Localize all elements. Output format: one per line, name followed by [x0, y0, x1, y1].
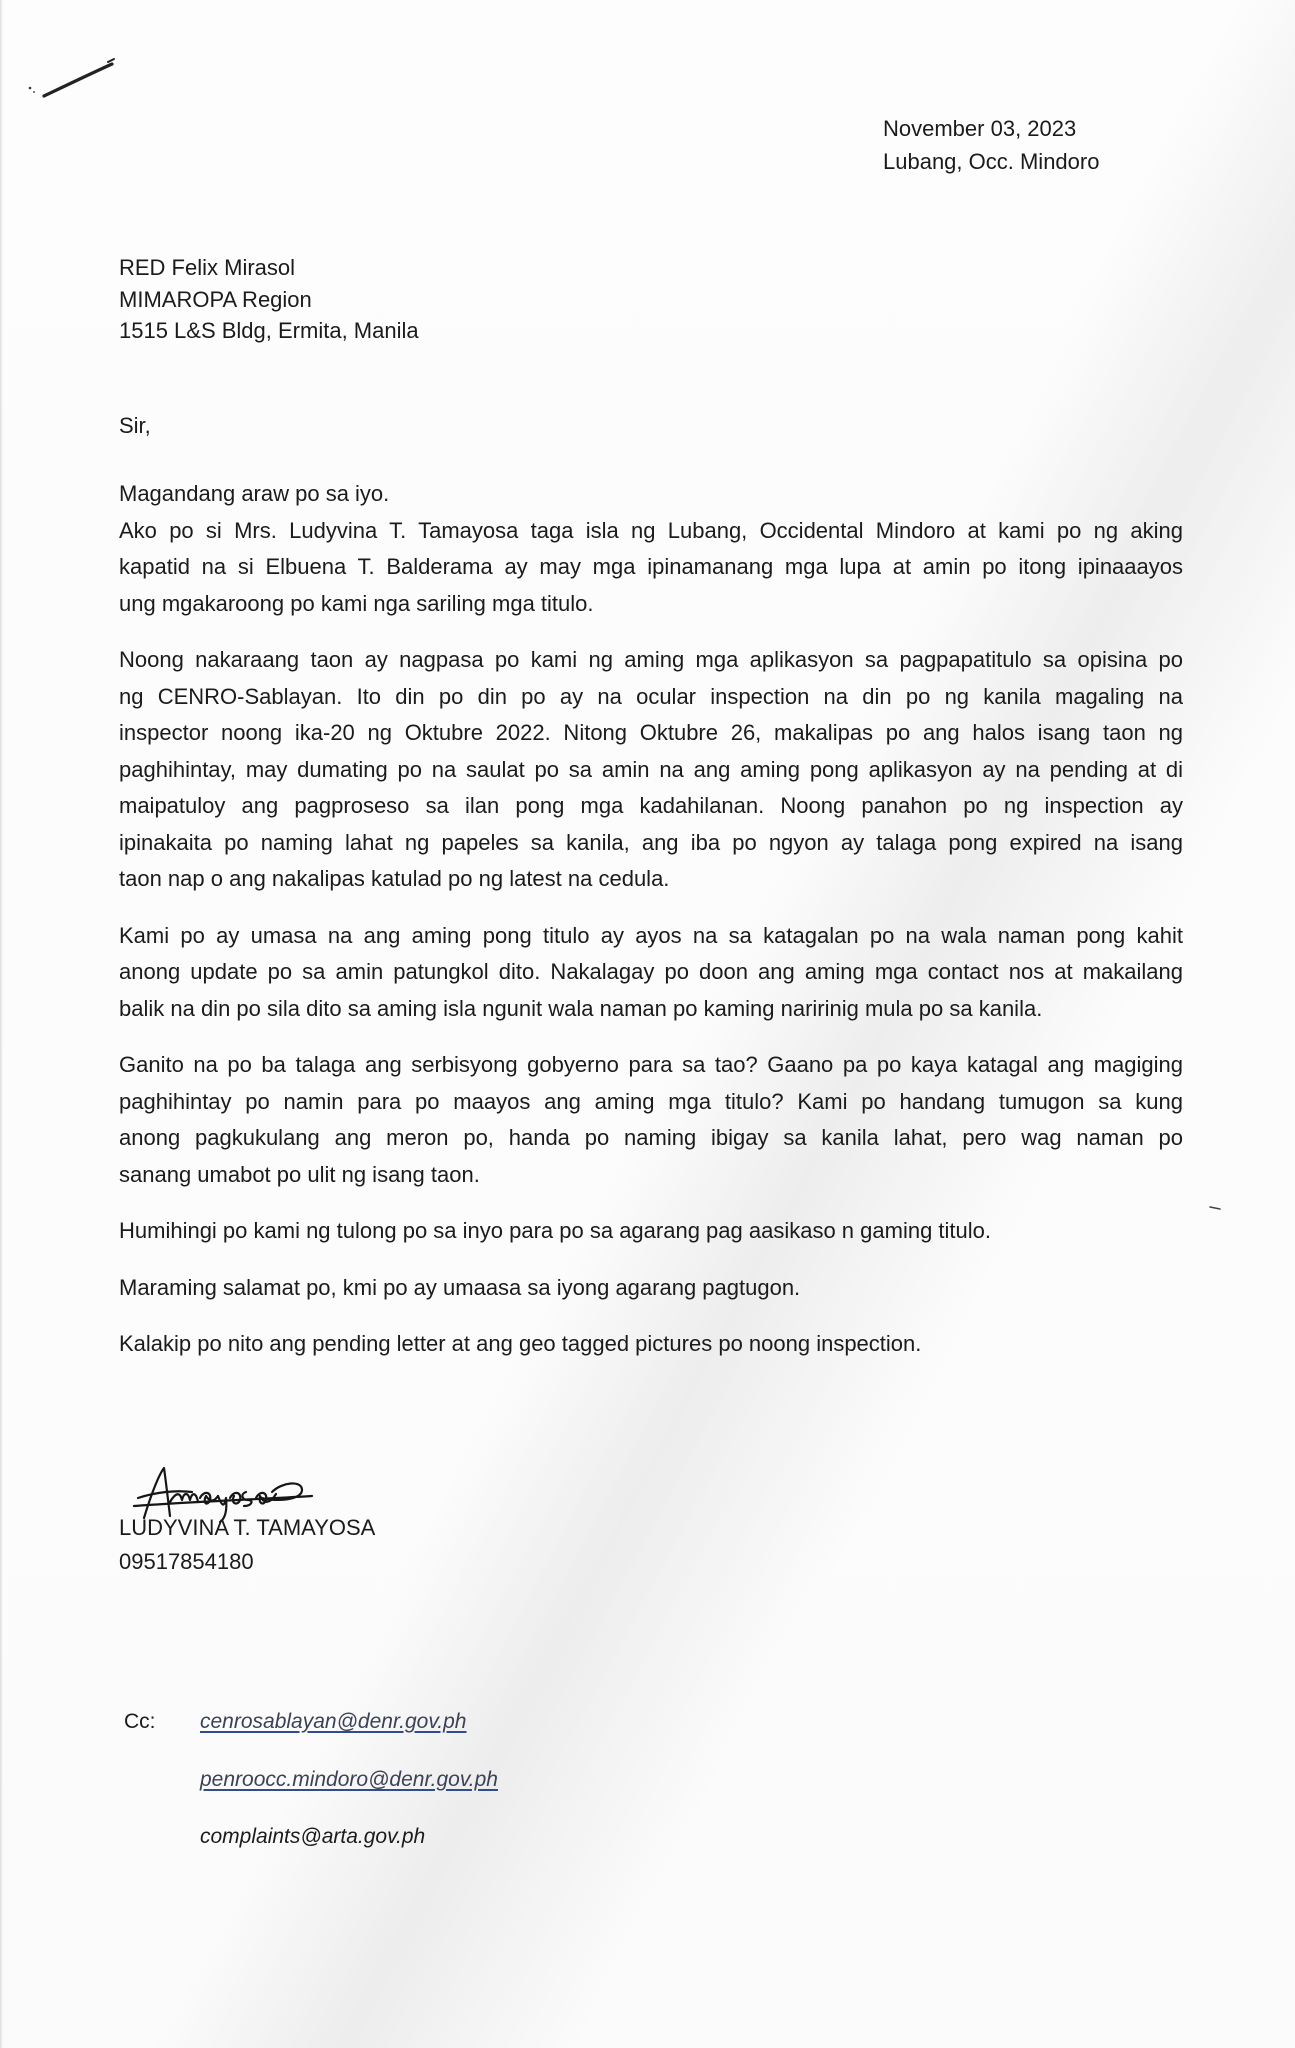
paragraph [119, 1047, 1183, 1193]
body-line: ng CENRO-Sablayan. Ito din po din po ay na ocular inspection na din po ng kanila magaling na [119, 683, 1183, 709]
body-line: balik na din po sila dito sa aming isla ngunit wala naman po kaming naririnig mula po sa kanila. [119, 995, 1043, 1021]
stray-mark-icon [1208, 1204, 1222, 1212]
body-line: inspector noong ika-20 ng Oktubre 2022. Nitong Oktubre 26, makalipas po ang halos isang taon ng [119, 720, 1183, 745]
recipient-address: 1515 L&S Bldg, Ermita, Manila [119, 318, 419, 343]
body-line: anong update po sa amin patungkol dito. Nakalagay po doon ang aming mga contact nos at makailang [119, 959, 1183, 984]
paragraph [119, 918, 1183, 1028]
paragraph [119, 476, 1183, 622]
body-line: Ganito na po ba talaga ang serbisyong gobyerno para sa tao? Gaano pa po kaya katagal ang magiging [119, 1052, 1183, 1077]
body-line: taon nap o ang nakalipas katulad po ng latest na cedula. [119, 866, 670, 891]
body-line: Maraming salamat po, kmi po ay umaasa sa iyong agarang pagtugon. [119, 1274, 801, 1300]
body-line: ung mgakaroong po kami nga sariling mga titulo. [119, 590, 594, 616]
body-line: kapatid na si Elbuena T. Balderama ay may mga ipinamanang mga lupa at amin po itong ipinaaayos [119, 554, 1183, 579]
body-line: Ako po si Mrs. Ludyvina T. Tamayosa taga isla ng Lubang, Occidental Mindoro at kami po ng aking [119, 517, 1183, 543]
paragraph [119, 1270, 1183, 1307]
signatory-phone: 09517854180 [119, 1549, 254, 1574]
salutation: Sir, [119, 413, 151, 438]
recipient-office: MIMAROPA Region [119, 286, 312, 312]
date-block [883, 112, 1099, 178]
body-line: Noong nakaraang taon ay nagpasa po kami ng aming mga aplikasyon sa pagpapatitulo sa opisina po [119, 647, 1183, 672]
pen-mark-icon [20, 52, 130, 108]
cc-email-arta: complaints@arta.gov.ph [200, 1825, 426, 1848]
letter-body [119, 476, 1183, 1363]
body-line: paghihintay po namin para po maayos ang aming mga titulo? Kami po handang tumugon sa kung [119, 1088, 1183, 1114]
letter-place: Lubang, Occ. Mindoro [883, 149, 1100, 174]
cc-label: Cc: [124, 1710, 156, 1733]
body-line: paghihintay, may dumating po na saulat po sa amin na ang aming pong aplikasyon ay na pending at di [119, 756, 1183, 782]
signatory-name: LUDYVINA T. TAMAYOSA [119, 1515, 376, 1540]
body-line: sanang umabot po ulit ng isang taon. [119, 1161, 480, 1187]
recipient-block [119, 252, 419, 347]
body-line: Humihingi po kami ng tulong po sa inyo para po sa agarang pag aasikaso n gaming titulo. [119, 1218, 991, 1243]
body-line: Kalakip po nito ang pending letter at ang geo tagged pictures po noong inspection. [119, 1331, 922, 1356]
letter-date: November 03, 2023 [883, 116, 1077, 141]
body-line: ipinakaita po naming lahat ng papeles sa kanila, ang iba po ngyon ay talaga pong expired na isang [119, 829, 1183, 855]
body-line: Kami po ay umasa na ang aming pong titulo ay ayos na sa katagalan po na wala naman pong kahit [119, 922, 1183, 948]
cc-email-penro: penroocc.mindoro@denr.gov.ph [200, 1768, 498, 1791]
paragraph [119, 1326, 1183, 1363]
paragraph [119, 1213, 1183, 1250]
paragraph [119, 642, 1183, 898]
body-line: anong pagkukulang ang meron po, handa po naming ibigay sa kanila lahat, pero wag naman po [119, 1125, 1183, 1150]
signatory-block [119, 1511, 375, 1579]
greeting-line: Magandang araw po sa iyo. [119, 481, 390, 506]
cc-email-cenro: cenrosablayan@denr.gov.ph [200, 1710, 467, 1733]
body-line: maipatuloy ang pagproseso sa ilan pong mga kadahilanan. Noong panahon po ng inspection ay [119, 793, 1183, 818]
recipient-name: RED Felix Mirasol [119, 255, 296, 280]
